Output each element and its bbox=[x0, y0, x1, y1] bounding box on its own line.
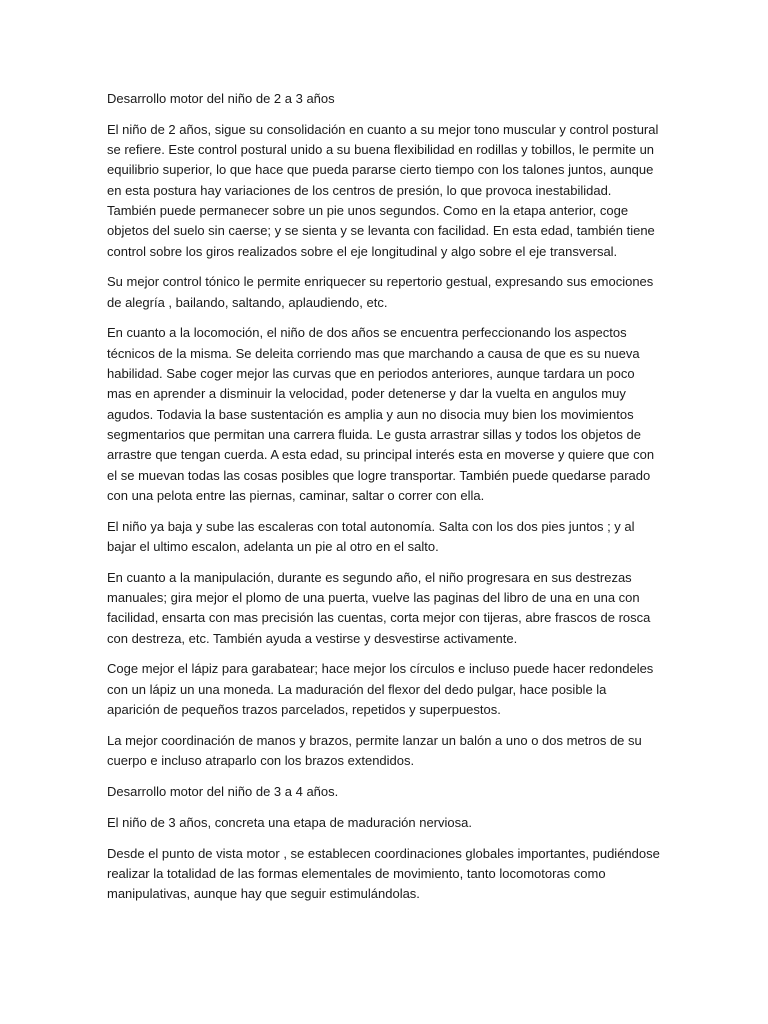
paragraph-stairs: El niño ya baja y sube las escaleras con total autonomía. Salta con los dos pies juntos ; y al bajar el ultimo escalon, adelanta un pie al otro en el salto. bbox=[107, 518, 635, 554]
paragraph-coordination: La mejor coordinación de manos y brazos, permite lanzar un balón a uno o dos metros de su cuerpo e incluso atraparlo con los brazos extendidos. bbox=[107, 732, 642, 769]
paragraph-maturation: El niño de 3 años, concreta una etapa de maduración nerviosa. bbox=[107, 814, 472, 830]
section-heading-2-3: Desarrollo motor del niño de 2 a 3 años bbox=[107, 91, 335, 106]
section-heading-3-4: Desarrollo motor del niño de 3 a 4 años. bbox=[107, 783, 339, 799]
paragraph-motor-view: Desde el punto de vista motor , se establecen coordinaciones globales importantes, pudiéndose realizar la totalidad de las formas elementales de movimiento, tanto locomotoras como manipulativas, aunque hay que seguir estimulándolas. bbox=[107, 845, 660, 902]
paragraph-pencil: Coge mejor el lápiz para garabatear; hace mejor los círculos e incluso puede hacer redondeles con un lápiz un una moneda. La maduración del flexor del dedo pulgar, hace posible la aparición de pequeños trazos parcelados, repetidos y superpuestos. bbox=[107, 661, 654, 718]
paragraph-locomotion: En cuanto a la locomoción, el niño de dos años se encuentra perfeccionando los aspectos técnicos de la misma. Se deleita corriendo mas que marchando a causa de que es su nueva habilidad. Sabe coger mejor las curvas que en periodos anteriores, aunque tardara un poco mas en aprender a disminuir la velocidad, poder detenerse y dar la vuelta en angulos muy agudos. Todavia la base sustentación es amplia y aun no disocia muy bien los movimientos segmentarios que permitan una carrera fluida. Le gusta arrastrar sillas y todos los objetos de arrastre que tengan cuerda. A esta edad, su principal interés esta en moverse y quiere que con el se muevan todas las cosas posibles que logre transportar. También puede quedarse parado con una pelota entre las piernas, caminar, saltar o correr con ella. bbox=[107, 325, 655, 503]
document-page bbox=[107, 89, 662, 915]
paragraph-postural-control: El niño de 2 años, sigue su consolidación en cuanto a su mejor tono muscular y control postural se refiere. Este control postural unido a su buena flexibilidad en rodillas y tobillos, le permite un equilibrio superior, lo que hace que pueda pararse cierto tiempo con los talones juntos, aunque en esta postura hay variaciones de los centros de presión, lo que provoca inestabilidad. También puede permanecer sobre un pie unos segundos. Como en la etapa anterior, coge objetos del suelo sin caerse; y se sienta y se levanta con facilidad. En esta edad, también tiene control sobre los giros realizados sobre el eje longitudinal y algo sobre el eje transversal. bbox=[107, 121, 659, 259]
paragraph-tonic-control: Su mejor control tónico le permite enriquecer su repertorio gestual, expresando sus emociones de alegría , bailando, saltando, aplaudiendo, etc. bbox=[107, 274, 654, 310]
paragraph-manipulation: En cuanto a la manipulación, durante es segundo año, el niño progresara en sus destrezas manuales; gira mejor el plomo de una puerta, vuelve las paginas del libro de una en una con facilidad, ensarta con mas precisión las cuentas, corta mejor con tijeras, abre frascos de rosca con destreza, etc. También ayuda a vestirse y desvestirse activamente. bbox=[107, 569, 651, 646]
